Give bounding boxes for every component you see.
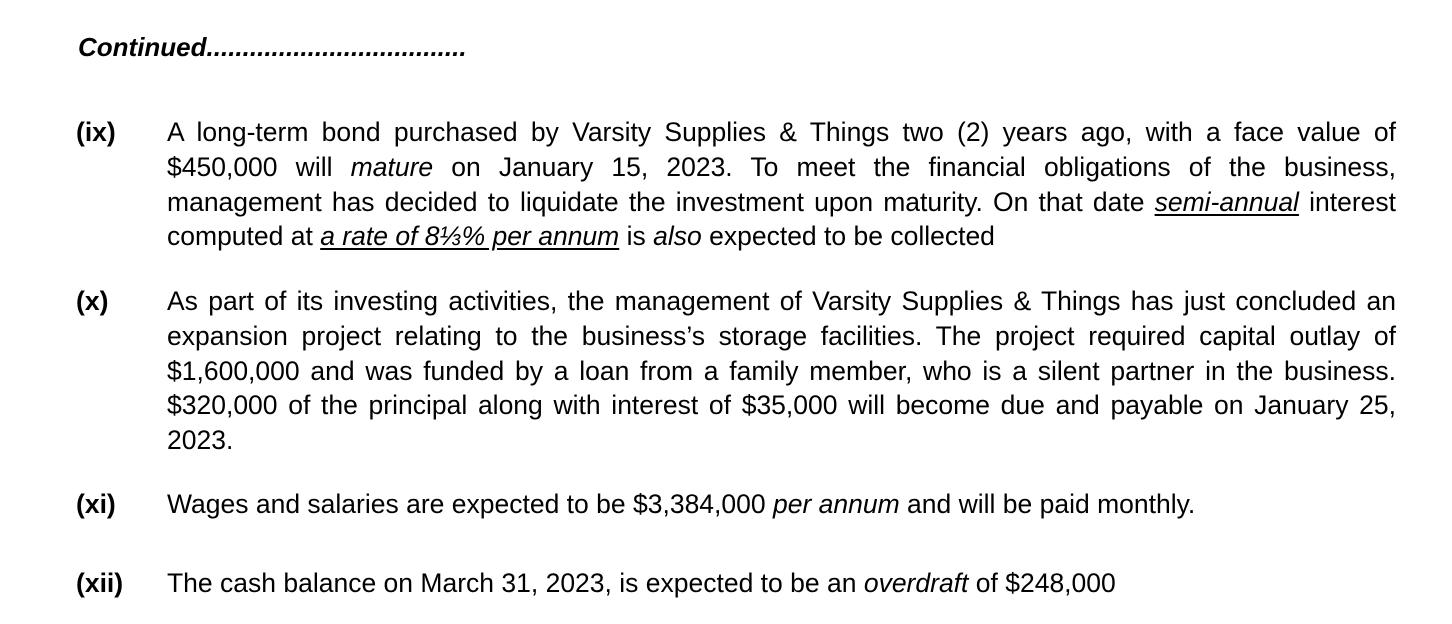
item-number: (x) (76, 286, 109, 316)
item-number: (xi) (76, 489, 116, 519)
emphasis-also: also (653, 221, 702, 252)
emphasis-semi-annual: semi-annual (1154, 186, 1299, 217)
item-number: (ix) (76, 117, 116, 147)
emphasis-rate: a rate of 8⅓% per annum (320, 221, 620, 252)
item-text: Wages and salaries are expected to be $3,384,000 per annum and will be paid monthly. (167, 489, 1196, 519)
item-number: (xii) (76, 568, 124, 598)
continued-heading: Continued.................................... (78, 32, 467, 62)
emphasis-mature: mature (350, 151, 434, 182)
item-text: As part of its investing activities, the management of Varsity Supplies & Things has just concluded an expansion project relating to the business’s storage facilities. The project required capital outlay of $1,600,000 and was funded by a loan from a family member, who is a silent partner in the business. $320,000 of the principal along with interest of $35,000 will become due and payable on January 25, 2023. (167, 286, 1396, 456)
item-text: A long-term bond purchased by Varsity Supplies & Things two (2) years ago, with a face value of $450,000 will mature on January 15, 2023. To meet the financial obligations of the business, management has decided to liquidate the investment upon maturity. On that date semi-annual interest computed at a rate of 8⅓% per annum is also expected to be collected (167, 117, 1397, 252)
emphasis-per-annum: per annum (772, 489, 900, 519)
item-text: The cash balance on March 31, 2023, is expected to be an overdraft of $248,000 (167, 568, 1116, 598)
emphasis-overdraft: overdraft (863, 568, 969, 598)
